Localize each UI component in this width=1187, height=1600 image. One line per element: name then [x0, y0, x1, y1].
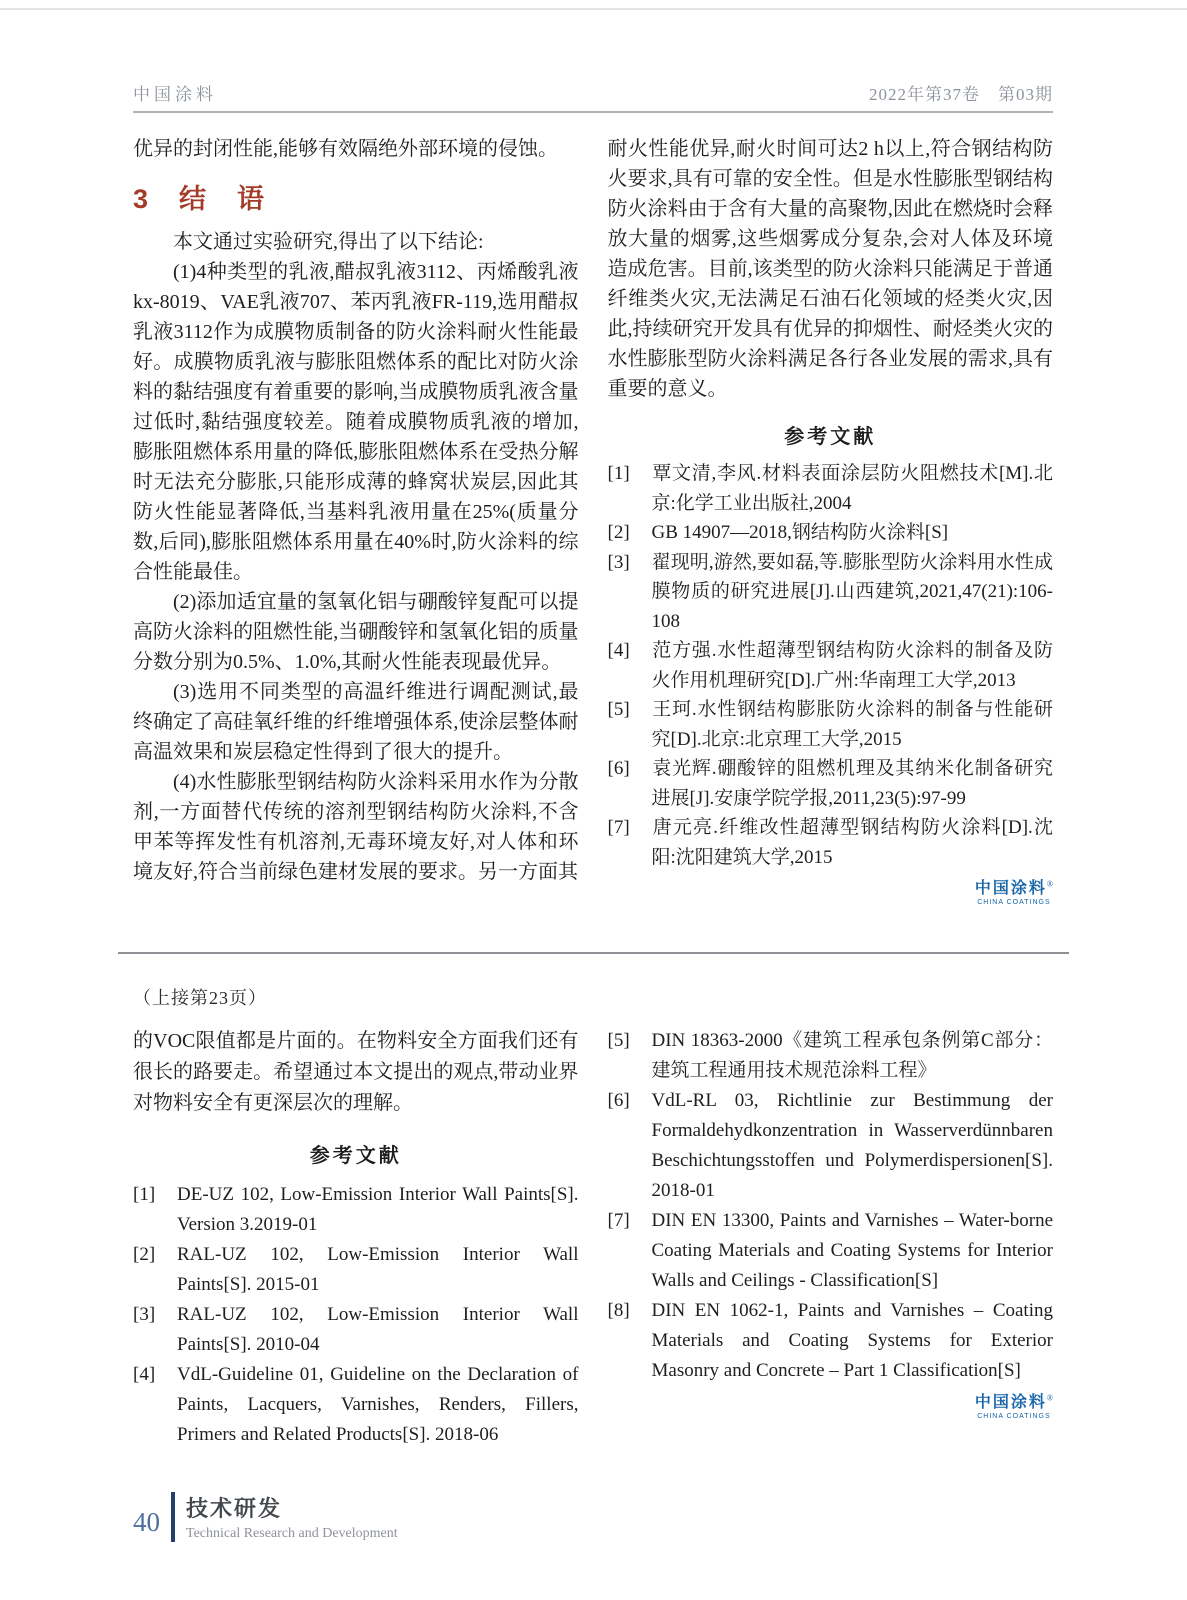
reference-number: [2]: [133, 1244, 156, 1265]
journal-title: 中国涂料: [133, 85, 217, 104]
reference-item: [608, 636, 1054, 695]
reference-list: [608, 1026, 1054, 1386]
reference-item: [608, 1086, 1054, 1206]
logo-en-text: CHINA COATINGS: [977, 898, 1051, 906]
references-title: 参考文献: [784, 426, 877, 448]
reference-text: 覃文清,李风.材料表面涂层防火阻燃技术[M].北京:化学工业出版社,2004: [651, 463, 1053, 514]
reference-item: [608, 548, 1054, 637]
reference-item: [133, 1300, 579, 1360]
logo-en-text: CHINA COATINGS: [977, 1412, 1051, 1420]
body-paragraph: 本文通过实验研究,得出了以下结论:: [173, 231, 484, 253]
reference-text: DIN 18363-2000《建筑工程承包条例第C部分：建筑工程通用技术规范涂料工程》: [651, 1030, 1053, 1081]
reference-number: [4]: [133, 1364, 156, 1385]
reference-text: 翟现明,游然,要如磊,等.膨胀型防火涂料用水性成膜物质的研究进展[J].山西建筑,2021,47(21):106-108: [651, 551, 1053, 632]
lower-section: [133, 1026, 1053, 1450]
reference-item: [608, 459, 1054, 518]
reference-text: 唐元亮.纤维改性超薄型钢结构防火涂料[D].沈阳:沈阳建筑大学,2015: [651, 817, 1053, 868]
reference-number: [1]: [607, 463, 630, 484]
reference-text: 王珂.水性钢结构膨胀防火涂料的制备与性能研究[D].北京:北京理工大学,2015: [651, 699, 1053, 750]
reference-item: [608, 518, 1054, 548]
reference-list: [608, 459, 1054, 872]
reference-number: [8]: [607, 1300, 630, 1321]
section-heading-conclusion: 3 结 语: [133, 184, 267, 214]
article-divider: [118, 952, 1069, 954]
reference-number: [1]: [133, 1184, 156, 1205]
reference-text: VdL-Guideline 01, Guideline on the Declaration of Paints, Lacquers, Varnishes, Renders, Fillers, Primers and Related Products[S]. 2018-06: [177, 1364, 579, 1445]
carryover-paragraph: 的VOC限值都是片面的。在物料安全方面我们还有很长的路要走。希望通过本文提出的观点,带动业界对物料安全有更深层次的理解。: [133, 1030, 579, 1114]
reference-number: [3]: [607, 551, 630, 573]
reference-number: [5]: [607, 699, 630, 720]
reference-text: 范方强.水性超薄型钢结构防火涂料的制备及防火作用机理研究[D].广州:华南理工大学,2013: [651, 640, 1053, 691]
scan-artifact-line: [0, 8, 1187, 10]
carryover-paragraph: 耐火性能优异,耐火时间可达2 h以上,符合钢结构防火要求,具有可靠的安全性。但是水性膨胀型钢结构防火涂料由于含有大量的高聚物,因此在燃烧时会释放大量的烟雾,这些烟雾成分复杂,会对人体及环境造成危害。目前,该类型的防火涂料只能满足于普通纤维类火灾,无法满足石油石化领域的烃类火灾,因此,持续研究开发具有优异的抑烟性、耐烃类火灾的水性膨胀型防火涂料满足各行各业发展的需求,具有重要的意义。: [607, 138, 1053, 400]
reference-item: [608, 1026, 1054, 1086]
reference-list: [133, 1180, 579, 1450]
reference-text: VdL-RL 03, Richtlinie zur Bestimmung der Formaldehydkonzentration in Wasserverdünnbaren Beschichtungsstoffen und Polymerdispersionen[S]. 2018-01: [651, 1090, 1053, 1201]
footer-section-cn: 技术研发: [186, 1496, 283, 1521]
reference-number: [3]: [133, 1304, 156, 1325]
reference-number: [7]: [607, 1210, 630, 1231]
upper-section: [133, 134, 1053, 909]
reference-item: [608, 754, 1054, 813]
upper-left-column: [133, 134, 579, 909]
reference-number: [6]: [607, 1090, 630, 1111]
reference-number: [2]: [607, 522, 630, 543]
registered-mark-icon: ®: [1046, 1393, 1053, 1403]
logo-cn-text: 中国涂料: [974, 1394, 1047, 1411]
lower-left-column: [133, 1026, 579, 1450]
brand-logo-row: [608, 1394, 1054, 1423]
reference-item: [133, 1360, 579, 1450]
body-paragraph: (4)水性膨胀型钢结构防火涂料采用水作为分散剂,一方面替代传统的溶剂型钢结构防火涂料,不含甲苯等挥发性有机溶剂,无毒环境友好,对人体和环境友好,符合当前绿色建材发展的要求。另一方面其: [133, 771, 579, 883]
reference-text: GB 14907—2018,钢结构防火涂料[S]: [651, 522, 949, 543]
registered-mark-icon: ®: [1046, 879, 1053, 889]
reference-item: [133, 1180, 579, 1240]
reference-text: DE-UZ 102, Low-Emission Interior Wall Paints[S]. Version 3.2019-01: [177, 1184, 579, 1235]
reference-text: RAL-UZ 102, Low-Emission Interior Wall Paints[S]. 2010-04: [177, 1304, 579, 1355]
logo-cn-text: 中国涂料: [974, 880, 1047, 897]
page-header: [133, 80, 1053, 113]
footer-divider-bar: [171, 1492, 175, 1542]
china-coatings-logo: [975, 1394, 1053, 1420]
footer-section-block: [186, 1492, 398, 1542]
reference-item: [608, 695, 1054, 754]
upper-right-column: [608, 134, 1054, 909]
reference-number: [7]: [607, 817, 630, 838]
reference-item: [608, 1296, 1054, 1386]
reference-number: [5]: [607, 1030, 630, 1051]
references-title: 参考文献: [309, 1145, 402, 1167]
reference-text: 袁光辉.硼酸锌的阻燃机理及其纳米化制备研究进展[J].安康学院学报,2011,23(5):97-99: [651, 758, 1053, 809]
page-number: 40: [133, 1507, 160, 1537]
china-coatings-logo: [975, 880, 1053, 906]
reference-item: [133, 1240, 579, 1300]
reference-item: [608, 813, 1054, 872]
body-paragraph: (2)添加适宜量的氢氧化铝与硼酸锌复配可以提高防火涂料的阻燃性能,当硼酸锌和氢氧化铝的质量分数分别为0.5%、1.0%,其耐火性能表现最优异。: [133, 591, 579, 673]
continuation-note: （上接第23页）: [133, 988, 267, 1008]
body-paragraph: (1)4种类型的乳液,醋叔乳液3112、丙烯酸乳液kx-8019、VAE乳液707、苯丙乳液FR-119,选用醋叔乳液3112作为成膜物质制备的防火涂料耐火性能最好。成膜物质乳液与膨胀阻燃体系的配比对防火涂料的黏结强度有着重要的影响,当成膜物质乳液含量过低时,黏结强度较差。随着成膜物质乳液的增加,膨胀阻燃体系用量的降低,膨胀阻燃体系在受热分解时无法充分膨胀,只能形成薄的蜂窝状炭层,因此其防火性能显著降低,当基料乳液用量在25%(质量分数,后同),膨胀阻燃体系用量在40%时,防火涂料的综合性能最佳。: [133, 261, 579, 583]
footer-section-en: Technical Research and Development: [186, 1526, 398, 1541]
reference-item: [608, 1206, 1054, 1296]
reference-text: DIN EN 13300, Paints and Varnishes – Water-borne Coating Materials and Coating Systems for Interior Walls and Ceilings - Classification[S]: [651, 1210, 1053, 1291]
reference-text: DIN EN 1062-1, Paints and Varnishes – Coating Materials and Coating Systems for Exterior Masonry and Concrete – Part 1 Classification[S]: [651, 1300, 1053, 1381]
carryover-paragraph: 优异的封闭性能,能够有效隔绝外部环境的侵蚀。: [133, 138, 558, 160]
lower-right-column: [608, 1026, 1054, 1450]
reference-text: RAL-UZ 102, Low-Emission Interior Wall Paints[S]. 2015-01: [177, 1244, 579, 1295]
page-footer: [133, 1492, 398, 1542]
reference-number: [6]: [607, 758, 630, 779]
brand-logo-row: [608, 880, 1054, 909]
issue-info: 2022年第37卷 第03期: [869, 85, 1053, 104]
reference-number: [4]: [607, 640, 630, 661]
body-paragraph: (3)选用不同类型的高温纤维进行调配测试,最终确定了高硅氧纤维的纤维增强体系,使涂层整体耐高温效果和炭层稳定性得到了很大的提升。: [133, 681, 579, 763]
